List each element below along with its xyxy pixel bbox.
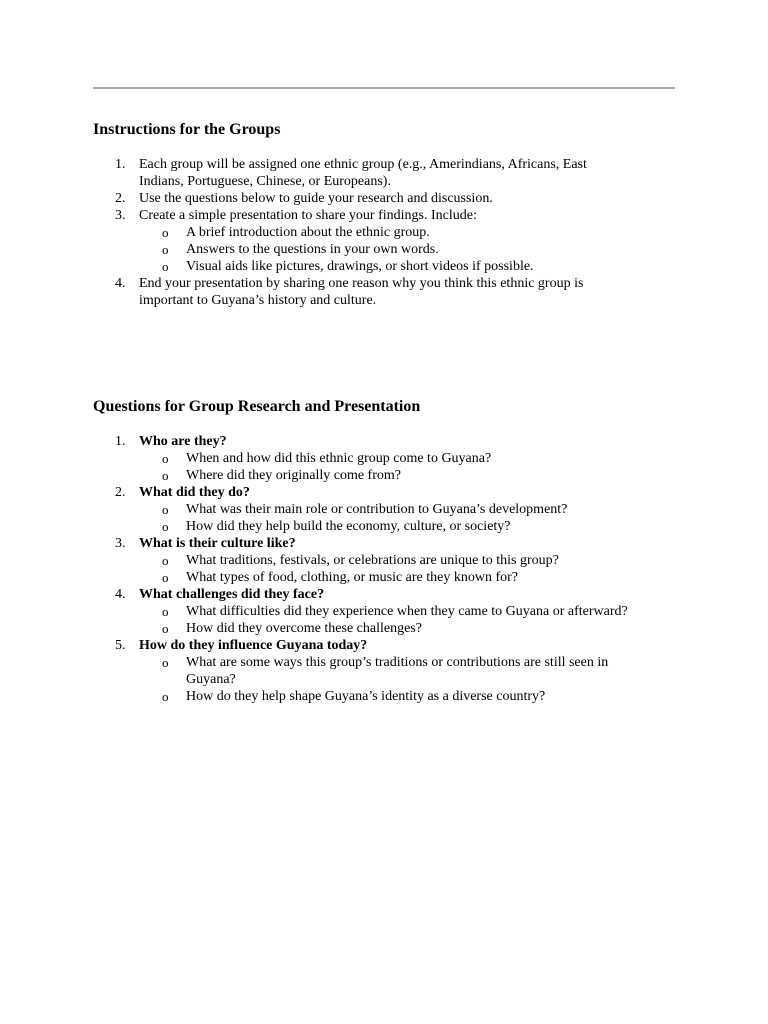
instructions-heading: Instructions for the Groups: [93, 121, 281, 138]
subitem-text: Visual aids like pictures, drawings, or short videos if possible.: [186, 259, 534, 274]
question-item-5: [93, 637, 693, 654]
instruction-text: Indians, Portuguese, Chinese, or Europeans).: [139, 174, 391, 189]
subitem-text: What was their main role or contribution to Guyana’s development?: [186, 502, 568, 517]
instruction-number: 3.: [115, 208, 126, 223]
instruction-number: 1.: [115, 157, 126, 172]
bullet-icon: o: [162, 689, 169, 704]
subitem-text: Guyana?: [186, 672, 236, 687]
subitem-text: How did they help build the economy, culture, or society?: [186, 519, 511, 534]
instruction-subitem: [93, 258, 693, 275]
bullet-icon: o: [162, 451, 169, 466]
question-item-3: [93, 535, 693, 552]
questions-heading: Questions for Group Research and Presentation: [93, 398, 421, 415]
subitem-text: Where did they originally come from?: [186, 468, 401, 483]
question-subitem: [93, 688, 693, 705]
instruction-number: 4.: [115, 276, 126, 291]
question-subitem: [93, 518, 693, 535]
bullet-icon: o: [162, 604, 169, 619]
instruction-text: Use the questions below to guide your research and discussion.: [139, 191, 493, 206]
bullet-icon: o: [162, 225, 169, 240]
instruction-number: 2.: [115, 191, 126, 206]
instruction-item-4: [93, 275, 693, 309]
question-number: 3.: [115, 536, 126, 551]
bullet-icon: o: [162, 621, 169, 636]
question-number: 2.: [115, 485, 126, 500]
subitem-text: What traditions, festivals, or celebrations are unique to this group?: [186, 553, 559, 568]
header-rule: [93, 87, 675, 89]
instruction-text: Each group will be assigned one ethnic group (e.g., Amerindians, Africans, East: [139, 157, 587, 172]
instruction-subitem: [93, 224, 693, 241]
question-subitem: [93, 569, 693, 586]
question-number: 4.: [115, 587, 126, 602]
subitem-text: What difficulties did they experience when they came to Guyana or afterward?: [186, 604, 628, 619]
instructions-list: [93, 156, 693, 309]
bullet-icon: o: [162, 502, 169, 517]
subitem-text: How do they help shape Guyana’s identity as a diverse country?: [186, 689, 546, 704]
subitem-text: What types of food, clothing, or music are they known for?: [186, 570, 519, 585]
question-title: What challenges did they face?: [139, 587, 325, 602]
instruction-text: Create a simple presentation to share your findings. Include:: [139, 208, 477, 223]
bullet-icon: o: [162, 519, 169, 534]
subitem-text: When and how did this ethnic group come to Guyana?: [186, 451, 492, 466]
question-subitem: [93, 552, 693, 569]
question-title: How do they influence Guyana today?: [139, 638, 368, 653]
question-item-2: [93, 484, 693, 501]
instruction-text: End your presentation by sharing one reason why you think this ethnic group is: [139, 276, 584, 291]
question-subitem: [93, 501, 693, 518]
question-subitem: [93, 654, 693, 688]
bullet-icon: o: [162, 242, 169, 257]
instruction-subitem: [93, 241, 693, 258]
bullet-icon: o: [162, 553, 169, 568]
bullet-icon: o: [162, 468, 169, 483]
question-subitem: [93, 450, 693, 467]
subitem-text: How did they overcome these challenges?: [186, 621, 422, 636]
subitem-text: What are some ways this group’s traditions or contributions are still seen in: [186, 655, 609, 670]
instruction-text: important to Guyana’s history and culture.: [139, 293, 377, 308]
instruction-item-2: [93, 190, 693, 207]
question-item-4: [93, 586, 693, 603]
questions-list: [93, 433, 693, 705]
subitem-text: Answers to the questions in your own words.: [186, 242, 439, 257]
bullet-icon: o: [162, 259, 169, 274]
question-subitem: [93, 467, 693, 484]
instruction-item-1: [93, 156, 693, 190]
bullet-icon: o: [162, 655, 169, 670]
question-item-1: [93, 433, 693, 450]
question-subitem: [93, 620, 693, 637]
question-title: Who are they?: [139, 434, 227, 449]
question-title: What did they do?: [139, 485, 250, 500]
subitem-text: A brief introduction about the ethnic group.: [186, 225, 430, 240]
question-number: 5.: [115, 638, 126, 653]
question-number: 1.: [115, 434, 126, 449]
question-title: What is their culture like?: [139, 536, 296, 551]
instruction-item-3: [93, 207, 693, 224]
question-subitem: [93, 603, 693, 620]
bullet-icon: o: [162, 570, 169, 585]
